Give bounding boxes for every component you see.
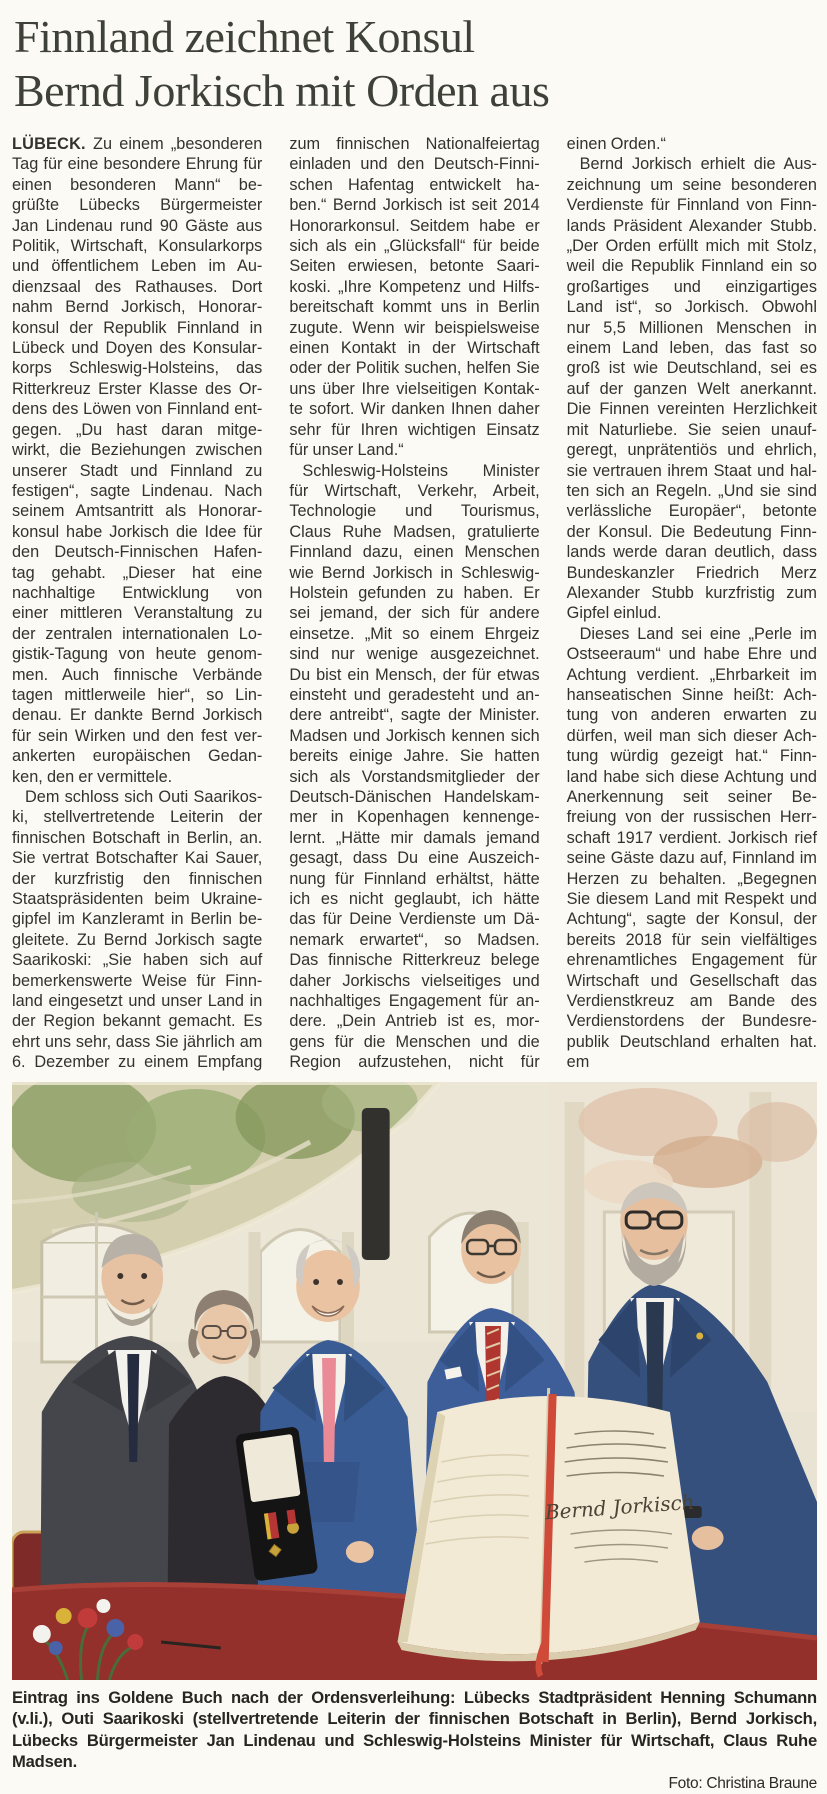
article-text-line: nachhaltige Entwicklung von: [12, 583, 263, 602]
article-text-line: 6. Dezember zu einem Empfang: [12, 1053, 263, 1072]
article-text-line: men. Auch finnische Verbände: [12, 665, 263, 684]
article-text-line: nachhaltiges Engagement für an-: [289, 992, 540, 1011]
article-text-line: wirkt, die Beziehungen zwischen: [12, 441, 263, 460]
article-text-line: Land ist“, so Jorkisch. Obwohl: [566, 298, 817, 317]
article-text-line: ken, den er vermittele.: [12, 767, 173, 786]
article-text-line: Staatspräsidenten beim Ukraine-: [12, 890, 263, 909]
article-text-line: ten sich an Regeln. „Und sie sind: [566, 481, 817, 500]
article-text-line: Bundeskanzler Friedrich Merz: [566, 563, 817, 582]
article-text-line: Technologie und Tourismus,: [289, 502, 540, 521]
article-text-line: nur 5,5 Millionen Menschen in: [566, 318, 817, 337]
article-text-line: auf der ganzen Welt anerkannt.: [566, 379, 817, 398]
article-column-2: [289, 134, 539, 1073]
article-text-line: oder der Politik suchen, helfen Sie: [289, 359, 540, 378]
article-text-line: Bernd Jorkisch erhielt die Aus-: [579, 155, 817, 174]
article-text-line: tag gehabt. „Dieser hat eine: [12, 563, 263, 582]
article-text-line: seinem Amtsantritt als Honorar-: [12, 502, 263, 521]
article-text-line: groß ist wie Deutschland, sei es: [566, 359, 817, 378]
article-text-line: einem Land leben, das fast so: [566, 339, 817, 358]
article-column-1: [12, 134, 262, 1073]
article-text-line: Achtung“, sagte der Konsul, der: [566, 910, 817, 929]
article-text-line: tagen mittlerweile hier“, so Lin-: [12, 685, 263, 704]
article-text-line: Achtung verdient. „Ehrbarkeit im: [566, 665, 817, 684]
article-text-line: einen Kontakt in der Wirtschaft: [289, 339, 540, 358]
article-column-3: [567, 134, 817, 1073]
article-text-line: finnischen Botschaft in Berlin, an.: [12, 828, 263, 847]
photo-caption: Eintrag ins Goldene Buch nach der Ordensverleihung: Lübecks Stadtpräsident Henning Schumann (v.li.), Outi Saarikoski (stellvertretende Leiterin der finnischen Botschaft in Berlin), Bernd Jorkisch, Lübecks Bürgermeister Jan Lindenau und Schleswig-Holsteins Minister für Wirtschaft, Claus Ruhe Madsen.: [12, 1687, 817, 1772]
article-text-line: publik Deutschland erhalten hat.: [566, 1032, 817, 1051]
article-text-line: Tag für eine besondere Ehrung für: [12, 155, 263, 174]
article-text-line: Alexander Stubb kurzfristig zum: [566, 583, 817, 602]
article-text-line: nung für Finnland erhältst, hätte: [289, 869, 540, 888]
article-text-line: zeichnung um seine besonderen: [566, 175, 817, 194]
article-text-line: gesagt, dass Du eine Auszeich-: [289, 849, 540, 868]
article-text-line: der Region bekannt gemacht. Es: [12, 1012, 263, 1031]
article-photo: [12, 1082, 817, 1680]
article-text-line: koski. „Ihre Kompetenz und Hilfs-: [289, 277, 540, 296]
article-text-line: Anerkennung seit seiner Be-: [566, 788, 817, 806]
article-text-line: zum finnischen Nationalfeiertag: [289, 135, 540, 153]
article-text-line: Gipfel einlud.: [566, 604, 662, 623]
article-text-line: einsetze. „Mit so einem Ehrgeiz: [289, 624, 540, 643]
article-text-line: sich als Vorstandsmitglieder der: [289, 767, 540, 786]
article-text-line: daher Jorkischs vielseitiges und: [289, 971, 540, 990]
article-text-line: Das finnische Ritterkreuz belege: [289, 951, 540, 970]
article-text-line: das für Deine Verdienste um Dä-: [289, 910, 540, 929]
article-body: [12, 134, 817, 1073]
article-text-line: nemark erwartet“, so Madsen.: [289, 930, 540, 949]
article-text-line: bemerkenswerte Weise für Finn-: [12, 971, 263, 990]
article-text-line: Verdienstordens der Bundesre-: [566, 1012, 817, 1031]
article-text-line: Ostseeraum“ und habe Ehre und: [566, 645, 817, 664]
article-text-line: einladen und den Deutsch-Finni-: [289, 155, 540, 174]
article-text-line: geregt, unprätentiös und ehrlich,: [566, 441, 817, 460]
article-text-line: Ritterkreuz Erster Klasse des Or-: [12, 379, 263, 398]
article-text-line: sie vertrauen ihrem Staat und hal-: [566, 461, 817, 480]
article-text-line: Region aufzustehen, nicht für: [289, 1053, 540, 1072]
article-text-line: und öffentlichem Leben im Au-: [12, 257, 263, 276]
article-text-line: Politik, Wirtschaft, Konsularkorps: [12, 237, 263, 256]
article-text-line: konsul habe Jorkisch die Idee für: [12, 522, 263, 541]
article-text-line: ki, stellvertretende Leiterin der: [12, 808, 263, 827]
article-text-line: Du bist ein Mensch, der für etwas: [289, 665, 540, 684]
article-text-line: land habe sich diese Achtung und: [566, 767, 817, 786]
article-text-line: korps Schleswig-Holsteins, das: [12, 359, 263, 378]
article-text-line: mer in Kopenhagen kennenge-: [289, 808, 540, 827]
article-text-line: sehr für Ihren wichtigen Einsatz: [289, 420, 540, 439]
article-text-line: Verdienste für Finnland von Finn-: [566, 196, 817, 215]
article-text-line: Wirtschaft und Gesellschaft das: [566, 971, 817, 990]
article-text-line: einer mittleren Veranstaltung zu: [12, 604, 263, 623]
article-text-line: tung würdig gezeigt hat.“ Finn-: [566, 747, 817, 766]
article-text-line: für Wirtschaft, Verkehr, Arbeit,: [289, 481, 540, 500]
article-headline: [14, 10, 817, 118]
article-text-line: seine Gäste dazu auf, Finnland im: [566, 849, 817, 868]
headline-line-1: Finnland zeichnet Konsul: [14, 11, 475, 62]
article-text-line: sind nur wenige ausgezeichnet.: [289, 645, 540, 664]
article-text-line: schen Hafentag entwickelt ha-: [289, 175, 540, 194]
article-text-line: zugute. Wenn wir beispielsweise: [289, 318, 540, 337]
article-text-line: grüßte Lübecks Bürgermeister: [12, 196, 263, 215]
article-text-line: der zentralen internationalen Lo-: [12, 624, 263, 643]
headline-line-2: Bernd Jorkisch mit Orden aus: [14, 65, 550, 116]
article-text-line: „Der Orden erfüllt mich mit Stolz,: [566, 237, 817, 256]
article-text-line: gegen. „Du hast daran mitge-: [12, 420, 263, 439]
article-text-line: freiung von der russischen Herr-: [566, 808, 817, 827]
article-text-line: dürfen, weil man sich dieser Ach-: [566, 726, 817, 745]
article-text-line: Madsen und Jorkisch kennen sich: [289, 726, 540, 745]
article-text-line: Holstein gefunden zu haben. Er: [289, 583, 540, 602]
article-text-line: gens für die Menschen und die: [289, 1032, 540, 1051]
article-text-line: gistik-Tagung von heute genom-: [12, 645, 263, 664]
article-text-line: Lübeck und Doyen des Konsular-: [12, 339, 263, 358]
article-text-line: lands werde daran deutlich, dass: [566, 543, 817, 562]
article-text-line: einen Orden.“: [566, 135, 666, 153]
article-text-line: der kurzfristig den finnischen: [12, 869, 263, 888]
book-inscription: Bernd Jorkisch: [544, 1490, 696, 1524]
article-text-line: den Deutsch-Finnischen Hafen-: [12, 543, 263, 562]
article-text-line: lands Präsident Alexander Stubb.: [566, 216, 817, 235]
article-text-line: Deutsch-Dänischen Handelskam-: [289, 788, 540, 806]
article-text-line: großartiges und einzigartiges: [566, 277, 817, 296]
article-text-line: einen besonderen Mann“ be-: [12, 175, 263, 194]
article-text-line: ehrt uns sehr, dass Sie jährlich am: [12, 1032, 263, 1051]
article-text-line: LÜBECK. Zu einem „besonderen: [12, 135, 263, 153]
article-text-line: Claus Ruhe Madsen, gratulierte: [289, 522, 540, 541]
article-text-line: bereitschaft kommt uns in Berlin: [289, 298, 540, 317]
article-text-line: land eingesetzt und unser Land in: [12, 992, 263, 1011]
article-text-line: mit Naturliebe. Sie seien unauf-: [566, 420, 817, 439]
article-text-line: Schleswig-Holsteins Minister: [302, 461, 540, 480]
article-text-line: gipfel im Kanzleramt in Berlin be-: [12, 910, 263, 929]
article-text-line: tung von anderen erwarten zu: [566, 706, 817, 725]
article-text-line: uns über Ihre vielseitigen Kontak-: [289, 379, 540, 398]
article-text-line: dens des Löwen von Finnland ent-: [12, 400, 263, 419]
article-text-line: Finnland dazu, einen Menschen: [289, 543, 540, 562]
article-text-line: gleitete. Zu Bernd Jorkisch sagte: [12, 930, 263, 949]
article-text-line: Die Finnen vereinten Herzlichkeit: [566, 400, 817, 419]
article-text-line: Sie diesem Land mit Respekt und: [566, 890, 817, 909]
article-text-line: der Konsul. Die Bedeutung Finn-: [566, 522, 817, 541]
golden-book: [398, 1388, 700, 1676]
article-text-line: Honorarkonsul. Seitdem habe er: [289, 216, 540, 235]
article-text-line: weil die Republik Finnland ein so: [566, 257, 817, 276]
article-text-line: festigen“, sagte Lindenau. Nach: [12, 481, 263, 500]
article-text-line: Sie vertrat Botschafter Kai Sauer,: [12, 849, 263, 868]
article-text-line: sich als ein „Glücksfall“ für beide: [289, 237, 540, 256]
article-text-line: Herzen zu behalten. „Begegnen: [566, 869, 817, 888]
article-text-line: sei jemand, der sich für andere: [289, 604, 540, 623]
article-text-line: dere. „Dein Antrieb ist es, mor-: [289, 1012, 540, 1031]
article-text-line: Dem schloss sich Outi Saarikos-: [25, 788, 263, 806]
article-text-line: verlässliche Europäer“, betonte: [566, 502, 817, 521]
article-text-line: für sein Wirken und den fest ver-: [12, 726, 263, 745]
article-text-line: unserer Stadt und Finnland zu: [12, 461, 263, 480]
article-text-line: schaft 1917 verdient. Jorkisch rief: [566, 828, 817, 847]
article-text-line: wie Bernd Jorkisch in Schleswig-: [289, 563, 540, 582]
article-text-line: dienzsaal des Rathauses. Dort: [12, 277, 263, 296]
article-text-line: dere antreibt“, sagte der Minister.: [289, 706, 540, 725]
article-text-line: konsul der Republik Finnland in: [12, 318, 263, 337]
article-text-line: Seiten erwiesen, betonte Saari-: [289, 257, 540, 276]
article-text-line: ehrenamtliches Engagement für: [566, 951, 817, 970]
speaker-column: [362, 1108, 390, 1260]
article-text-line: bereits einige Jahre. Sie hatten: [289, 747, 540, 766]
article-text-line: denau. Er dankte Bernd Jorkisch: [12, 706, 263, 725]
photo-illustration: [12, 1082, 817, 1680]
article-text-line: em: [566, 1053, 590, 1072]
article-text-line: lernt. „Hätte mir damals jemand: [289, 828, 540, 847]
article-text-line: te sofort. Wir danken Ihnen daher: [289, 400, 540, 419]
article-text-line: Saarikoski: „Sie haben sich auf: [12, 951, 263, 970]
article-text-line: Dieses Land sei eine „Perle im: [579, 624, 817, 643]
article-text-line: Verdienstkreuz am Bande des: [566, 992, 817, 1011]
article-text-line: ankerten europäischen Gedan-: [12, 747, 263, 766]
article-text-line: bereits 2018 für sein vielfältiges: [566, 930, 817, 949]
article-text-line: nahm Bernd Jorkisch, Honorar-: [12, 298, 263, 317]
article-text-line: ich es nicht geglaubt, ich hätte: [289, 890, 540, 909]
article-text-line: für unser Land.“: [289, 441, 404, 460]
photo-credit: Foto: Christina Braune: [668, 1774, 817, 1792]
article-text-line: hanseatischen Sinne heißt: Ach-: [566, 685, 817, 704]
article-text-line: ben.“ Bernd Jorkisch ist seit 2014: [289, 196, 540, 215]
article-text-line: Jan Lindenau rund 90 Gäste aus: [12, 216, 263, 235]
article-text-line: einsteht und geradesteht und an-: [289, 685, 540, 704]
